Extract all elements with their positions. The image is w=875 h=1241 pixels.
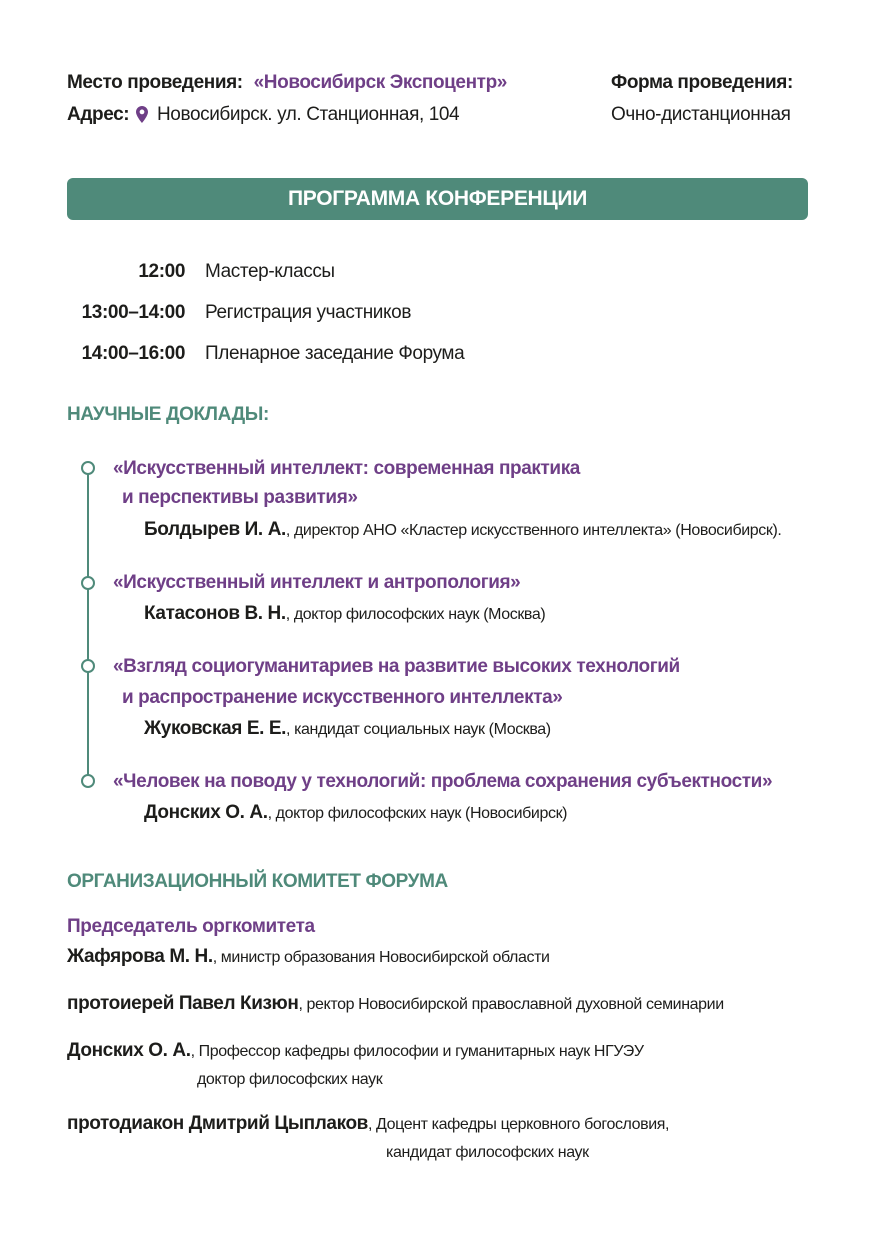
speaker-name: Жуковская Е. Е. xyxy=(144,718,287,739)
timeline-dot xyxy=(81,659,95,673)
committee-member xyxy=(67,1040,644,1062)
committee-member xyxy=(67,946,550,968)
member-name: протоиерей Павел Кизюн xyxy=(67,993,299,1014)
format-label: Форма проведения: xyxy=(611,72,793,93)
speaker-desc: , доктор философских наук (Новосибирск) xyxy=(267,805,568,822)
schedule-time: 14:00–16:00 xyxy=(81,343,185,364)
address-value: Новосибирск. ул. Станционная, 104 xyxy=(156,104,460,125)
schedule-event: Мастер-классы xyxy=(205,261,335,282)
report-speaker xyxy=(144,718,551,740)
timeline-line xyxy=(87,468,89,781)
report-title-cont: и распространение искусственного интеллекта» xyxy=(122,687,563,708)
program-title: ПРОГРАММА КОНФЕРЕНЦИИ xyxy=(287,187,588,210)
member-name: протодиакон Дмитрий Цыплаков xyxy=(67,1113,368,1134)
committee-member xyxy=(67,1113,669,1135)
venue-label: Место проведения: xyxy=(67,72,243,93)
member-desc: , Доцент кафедры церковного богословия, xyxy=(367,1116,670,1133)
timeline-dot xyxy=(81,774,95,788)
speaker-name: Катасонов В. Н. xyxy=(144,603,286,624)
committee-heading: ОРГАНИЗАЦИОННЫЙ КОМИТЕТ ФОРУМА xyxy=(67,871,448,892)
member-desc: , министр образования Новосибирской области xyxy=(212,949,550,966)
address-line xyxy=(67,104,459,129)
member-name: Донских О. А. xyxy=(67,1040,191,1061)
format-value: Очно-дистанционная xyxy=(611,104,791,125)
member-degree: доктор философских наук xyxy=(197,1071,383,1088)
report-title: «Человек на поводу у технологий: проблема сохранения субъектности» xyxy=(113,771,773,792)
report-title: «Взгляд социогуманитариев на развитие высоких технологий xyxy=(113,656,680,677)
report-speaker xyxy=(144,603,545,625)
reports-heading: НАУЧНЫЕ ДОКЛАДЫ: xyxy=(67,404,269,425)
speaker-desc: , доктор философских наук (Москва) xyxy=(285,606,546,623)
speaker-desc: , кандидат социальных наук (Москва) xyxy=(286,721,551,738)
member-name: Жафярова М. Н. xyxy=(67,946,213,967)
speaker-desc: , директор АНО «Кластер искусственного интеллекта» (Новосибирск). xyxy=(285,522,782,539)
schedule-event: Пленарное заседание Форума xyxy=(205,343,465,364)
committee-member xyxy=(67,993,724,1015)
report-title: «Искусственный интеллект: современная практика xyxy=(113,458,580,479)
timeline-dot xyxy=(81,576,95,590)
timeline-dot xyxy=(81,461,95,475)
report-title-cont: и перспективы развития» xyxy=(122,487,358,508)
member-degree: кандидат философских наук xyxy=(386,1144,589,1161)
program-banner xyxy=(67,178,808,220)
schedule-time: 12:00 xyxy=(138,261,185,282)
chair-label: Председатель оргкомитета xyxy=(67,916,315,937)
speaker-name: Донских О. А. xyxy=(144,802,268,823)
report-title: «Искусственный интеллект и антропология» xyxy=(113,572,521,593)
speaker-name: Болдырев И. А. xyxy=(144,519,286,540)
schedule-event: Регистрация участников xyxy=(205,302,412,323)
address-label: Адрес: xyxy=(67,104,130,125)
member-desc: , Профессор кафедры философии и гуманитарных наук НГУЭУ xyxy=(190,1043,644,1060)
venue-value: «Новосибирск Экспоцентр» xyxy=(253,72,507,93)
member-desc: , ректор Новосибирской православной духовной семинарии xyxy=(298,996,724,1013)
report-speaker xyxy=(144,519,781,541)
schedule-time: 13:00–14:00 xyxy=(81,302,185,323)
venue-line xyxy=(67,72,507,94)
report-speaker xyxy=(144,802,567,824)
location-pin-icon xyxy=(136,106,148,129)
